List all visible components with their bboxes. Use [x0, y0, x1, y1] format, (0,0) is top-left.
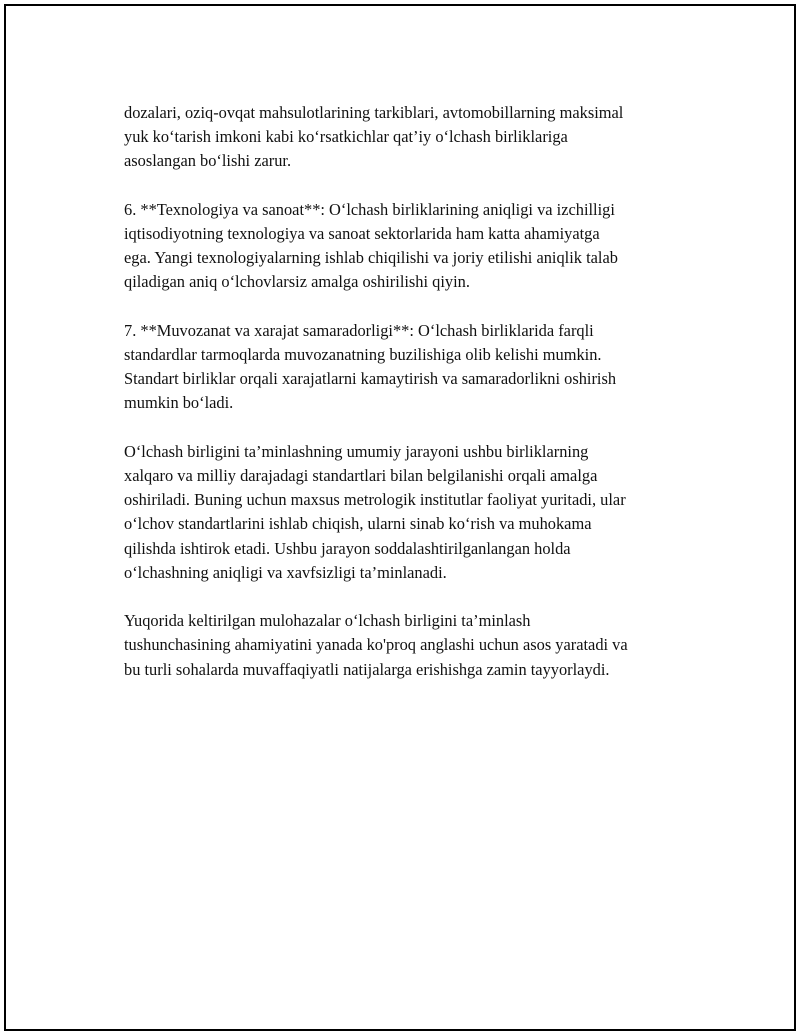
page: [4, 4, 796, 1031]
text-line: oshiriladi. Buning uchun maxsus metrologik institutlar faoliyat yuritadi, ular: [124, 490, 626, 510]
text-line: O‘lchash birligini ta’minlashning umumiy jarayoni ushbu birliklarning: [124, 441, 589, 461]
text-line: ega. Yangi texnologiyalarning ishlab chiqilishi va joriy etilishi aniqlik talab: [124, 248, 618, 268]
text-line: bu turli sohalarda muvaffaqiyatli natijalarga erishishga zamin tayyorlaydi.: [124, 659, 610, 679]
text-line: qiladigan aniq o‘lchovlarsiz amalga oshirilishi qiyin.: [124, 272, 470, 292]
text-line: Standart birliklar orqali xarajatlarni kamaytirish va samaradorlikni oshirish: [124, 369, 617, 389]
text-line: tushunchasining ahamiyatini yanada ko'proq anglashi uchun asos yaratadi va: [124, 635, 628, 655]
text-line: Yuqorida keltirilgan mulohazalar o‘lchash birligini ta’minlash: [124, 611, 531, 631]
paragraph-conclusion: [124, 609, 704, 682]
paragraph-intro-continuation: [124, 101, 704, 174]
text-line: iqtisodiyotning texnologiya va sanoat sektorlarida ham katta ahamiyatga: [124, 224, 600, 243]
text-line: xalqaro va milliy darajadagi standartlari bilan belgilanishi orqali amalga: [124, 466, 598, 485]
text-line: qilishda ishtirok etadi. Ushbu jarayon soddalashtirilganlangan holda: [124, 538, 571, 558]
text-line: yuk ko‘tarish imkoni kabi ko‘rsatkichlar qat’iy o‘lchash birliklariga: [124, 127, 568, 147]
paragraph-process-overview: [124, 440, 704, 585]
text-line: 7. **Muvozanat va xarajat samaradorligi**: O‘lchash birliklarida farqli: [124, 320, 594, 340]
paragraph-balance-cost-efficiency: [124, 319, 704, 416]
text-line: standardlar tarmoqlarda muvozanatning buzilishiga olib kelishi mumkin.: [124, 345, 602, 364]
text-line: o‘lchashning aniqligi va xavfsizligi ta’minlanadi.: [124, 562, 447, 582]
text-line: dozalari, oziq-ovqat mahsulotlarining tarkiblari, avtomobillarning maksimal: [124, 103, 624, 122]
text-line: o‘lchov standartlarini ishlab chiqish, ularni sinab ko‘rish va muhokama: [124, 514, 592, 534]
paragraph-technology-industry: [124, 198, 704, 295]
document-body: [124, 101, 704, 706]
text-line: mumkin bo‘ladi.: [124, 393, 234, 413]
text-line: asoslangan bo‘lishi zarur.: [124, 151, 292, 171]
text-line: 6. **Texnologiya va sanoat**: O‘lchash birliklarining aniqligi va izchilligi: [124, 199, 615, 219]
